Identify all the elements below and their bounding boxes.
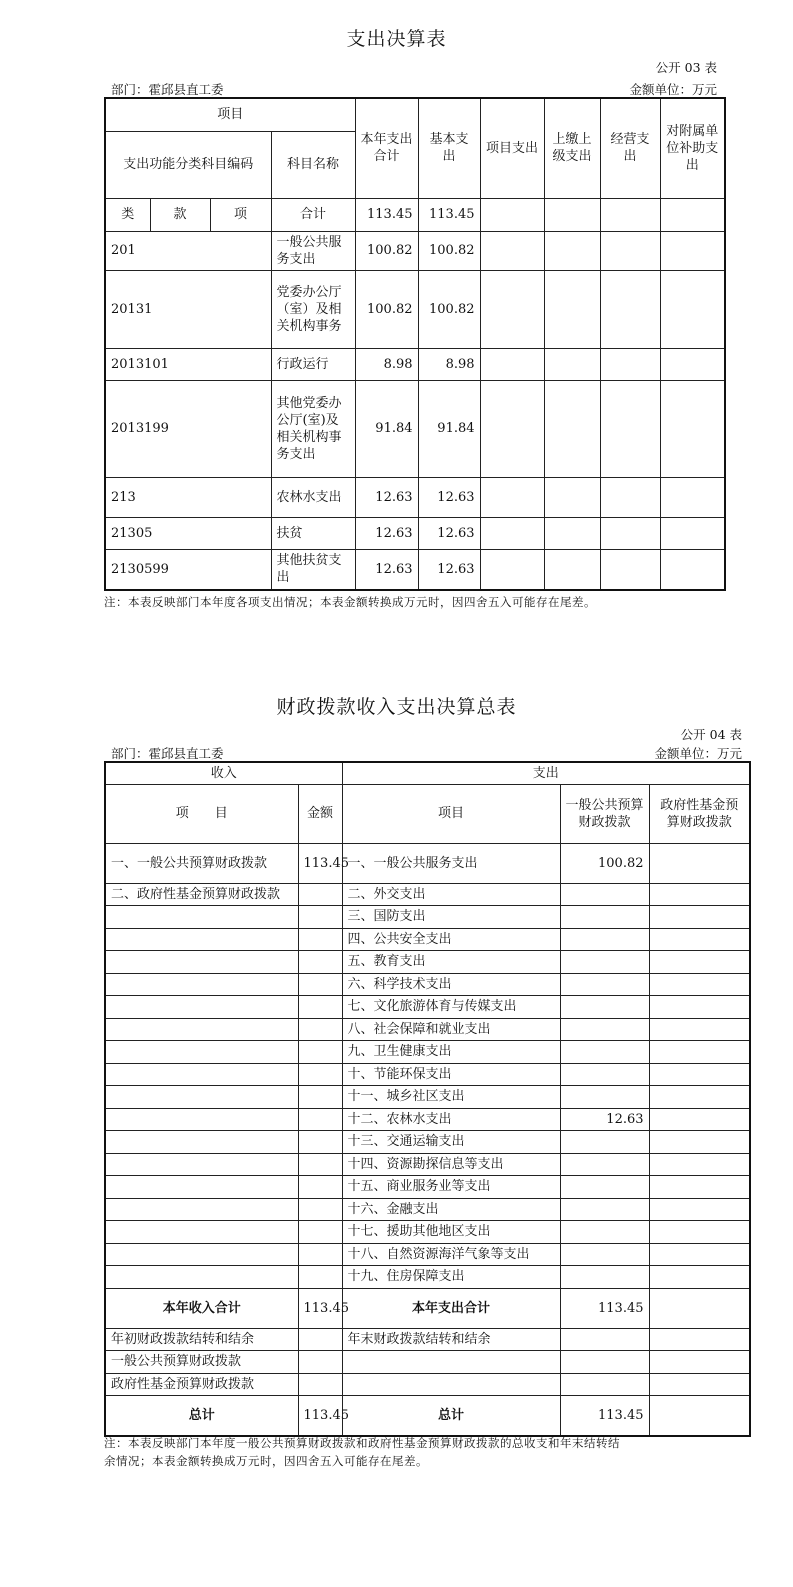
expense-general [560,1041,649,1064]
expense-general [560,1221,649,1244]
header-general: 一般公共预算财政拨款 [560,784,649,843]
expense-item: 十七、援助其他地区支出 [342,1221,560,1244]
year-expense-total-general: 113.45 [560,1288,649,1328]
expense-item: 十一、城乡社区支出 [342,1086,560,1109]
table-row [105,951,750,974]
header-total: 本年支出合计 [355,98,418,198]
table1-unit: 金额单位：万元 [629,82,717,97]
header-project: 项目 [105,98,355,131]
income-item: 二、政府性基金预算财政拨款 [105,883,298,906]
expense-general [560,1018,649,1041]
expense-general [560,1131,649,1154]
expense-general [560,1153,649,1176]
expense-item: 八、社会保障和就业支出 [342,1018,560,1041]
table1-title: 支出决算表 [346,28,447,50]
expense-item: 十九、住房保障支出 [342,1266,560,1289]
header-heji: 合计 [271,198,355,231]
table-row [105,380,725,477]
row-code: 2013101 [105,348,271,380]
row-basic: 100.82 [418,270,480,348]
table-row [105,1063,750,1086]
header-upper: 上缴上级支出 [544,98,600,198]
table2-title: 财政拨款收入支出决算总表 [276,696,517,718]
table2-note-line1: 注：本表反映部门本年度一般公共预算财政拨款和政府性基金预算财政拨款的总收支和年末结转结 [104,1436,620,1450]
table-row [105,928,750,951]
table-row [105,348,725,380]
expense-item: 三、国防支出 [342,906,560,929]
expense-general [560,951,649,974]
table-row [105,517,725,549]
expense-item: 十、节能环保支出 [342,1063,560,1086]
row-name: 一般公共服务支出 [271,231,355,270]
total-row-total: 113.45 [355,198,418,231]
table2-unit: 金额单位：万元 [654,746,742,761]
row-total: 8.98 [355,348,418,380]
table-row [105,1041,750,1064]
table-row [105,1373,750,1396]
expense-general [560,883,649,906]
expense-item: 十二、农林水支出 [342,1108,560,1131]
table2-note-line2: 余情况；本表金额转换成万元时，因四舍五入可能存在尾差。 [104,1454,428,1468]
income-amount: 113.45 [298,843,342,883]
header-xiang: 项 [210,198,271,231]
fiscal-summary-table [104,761,751,1437]
row-code: 21305 [105,517,271,549]
row-total: 12.63 [355,517,418,549]
header-subject-name: 科目名称 [271,131,355,198]
header-lei: 类 [105,198,150,231]
table-row [105,1328,750,1351]
expense-general [560,1176,649,1199]
header-item-income: 项 目 [105,784,298,843]
table-row [105,1351,750,1374]
table-row [105,1018,750,1041]
year-income-total-label: 本年收入合计 [105,1288,298,1328]
grand-total-amount: 113.45 [298,1396,342,1436]
expense-general [560,1086,649,1109]
income-amount [298,883,342,906]
row-basic: 12.63 [418,477,480,517]
table-row [105,1396,750,1436]
row-code: 201 [105,231,271,270]
expense-general [560,906,649,929]
grand-total-label-expense: 总计 [342,1396,560,1436]
row-code: 20131 [105,270,271,348]
row-code: 213 [105,477,271,517]
table1-note: 注：本表反映部门本年度各项支出情况；本表金额转换成万元时，因四舍五入可能存在尾差。 [104,595,596,609]
expense-item: 十三、交通运输支出 [342,1131,560,1154]
table1-code: 公开 03 表 [655,60,717,75]
expense-general: 100.82 [560,843,649,883]
table-row [105,477,725,517]
row-code: 2130599 [105,549,271,590]
header-expense: 支出 [342,762,750,784]
row-code: 2013199 [105,380,271,477]
table-row [105,549,725,590]
table-row [105,1176,750,1199]
carry-fund-label: 政府性基金预算财政拨款 [105,1373,298,1396]
carry-general-label: 一般公共预算财政拨款 [105,1351,298,1374]
expense-general [560,1243,649,1266]
expense-item: 六、科学技术支出 [342,973,560,996]
table-row [105,1288,750,1328]
carry-out-label: 年末财政拨款结转和结余 [342,1328,560,1351]
table-row [105,1221,750,1244]
table2-note [104,1434,754,1470]
table-row [105,883,750,906]
row-basic: 91.84 [418,380,480,477]
table-row [105,1086,750,1109]
row-name: 党委办公厅（室）及相关机构事务 [271,270,355,348]
table-row [105,1266,750,1289]
expense-general [560,1198,649,1221]
table-row [105,1131,750,1154]
row-name: 农林水支出 [271,477,355,517]
table-row [105,906,750,929]
grand-total-label: 总计 [105,1396,298,1436]
expense-item: 二、外交支出 [342,883,560,906]
expense-item: 七、文化旅游体育与传媒支出 [342,996,560,1019]
expense-general [560,928,649,951]
table-row [105,1153,750,1176]
expense-item: 五、教育支出 [342,951,560,974]
table-row [105,231,725,270]
table-row [105,973,750,996]
year-income-total-amount: 113.45 [298,1288,342,1328]
row-total: 12.63 [355,477,418,517]
header-func-code: 支出功能分类科目编码 [105,131,271,198]
row-name: 扶贫 [271,517,355,549]
expense-general [560,1063,649,1086]
table-row [105,1198,750,1221]
row-total: 100.82 [355,231,418,270]
expense-general [560,996,649,1019]
table-row [105,1243,750,1266]
total-row-basic: 113.45 [418,198,480,231]
header-item-expense: 项目 [342,784,560,843]
header-basic: 基本支出 [418,98,480,198]
expense-item: 九、卫生健康支出 [342,1041,560,1064]
header-kuan: 款 [150,198,210,231]
header-subsidiary: 对附属单位补助支出 [660,98,725,198]
grand-total-general: 113.45 [560,1396,649,1436]
table1-department: 部门：霍邱县直工委 [111,82,224,97]
header-amount: 金额 [298,784,342,843]
table-row [105,843,750,883]
header-income: 收入 [105,762,342,784]
table2-code: 公开 04 表 [680,727,742,742]
year-expense-total-label: 本年支出合计 [342,1288,560,1328]
expense-item: 十四、资源勘探信息等支出 [342,1153,560,1176]
table-row [105,996,750,1019]
expense-item: 四、公共安全支出 [342,928,560,951]
table2-department: 部门：霍邱县直工委 [111,746,224,761]
income-item: 一、一般公共预算财政拨款 [105,843,298,883]
row-total: 91.84 [355,380,418,477]
expense-general [560,973,649,996]
header-fund: 政府性基金预算财政拨款 [649,784,750,843]
row-name: 行政运行 [271,348,355,380]
row-basic: 12.63 [418,517,480,549]
row-total: 100.82 [355,270,418,348]
header-business: 经营支出 [600,98,660,198]
expense-general [560,1266,649,1289]
row-name: 其他扶贫支出 [271,549,355,590]
expense-item: 十五、商业服务业等支出 [342,1176,560,1199]
row-basic: 8.98 [418,348,480,380]
table-row [105,1108,750,1131]
expense-item: 十六、金融支出 [342,1198,560,1221]
expenditure-table [104,97,726,591]
expense-item: 十八、自然资源海洋气象等支出 [342,1243,560,1266]
row-name: 其他党委办公厅(室)及相关机构事务支出 [271,380,355,477]
header-project-exp: 项目支出 [480,98,544,198]
expense-item: 一、一般公共服务支出 [342,843,560,883]
table-row [105,198,725,231]
carry-in-label: 年初财政拨款结转和结余 [105,1328,298,1351]
row-total: 12.63 [355,549,418,590]
row-basic: 100.82 [418,231,480,270]
table-row [105,270,725,348]
row-basic: 12.63 [418,549,480,590]
expense-general: 12.63 [560,1108,649,1131]
